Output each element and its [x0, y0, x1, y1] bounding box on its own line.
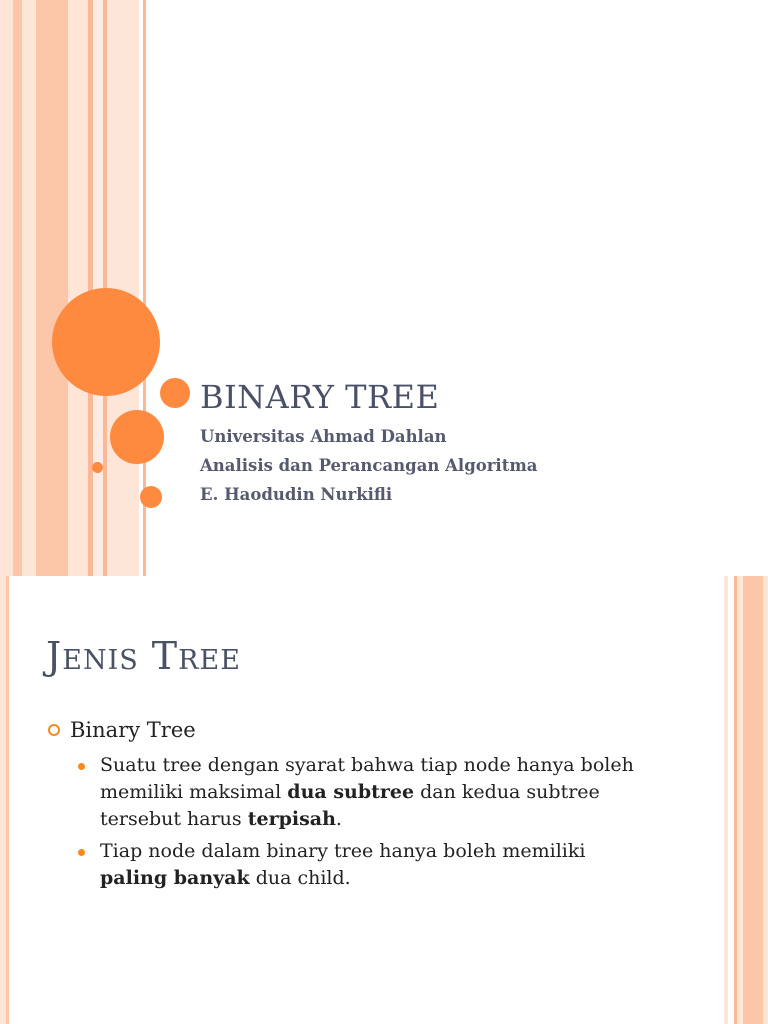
bullet-text: Binary Tree: [70, 718, 196, 742]
decor-stripe: [68, 0, 88, 576]
decor-circle: [140, 486, 162, 508]
decor-stripe: [36, 0, 68, 576]
sub-bullet-text: [100, 752, 658, 833]
decor-stripe: [0, 0, 13, 576]
sub-bullet-text: [100, 838, 658, 892]
subtitle-author: E. Haodudin Nurkifli: [200, 485, 393, 504]
decor-stripe: [6, 576, 9, 1024]
bold-text-run: paling banyak: [100, 867, 250, 889]
bold-text-run: dua subtree: [287, 781, 415, 803]
decor-circle: [160, 378, 190, 408]
decor-circle: [52, 288, 160, 396]
decor-stripe: [22, 0, 36, 576]
decor-stripe: [724, 576, 728, 1024]
subtitle-university: Universitas Ahmad Dahlan: [200, 427, 447, 446]
subtitle-course: Analisis dan Perancangan Algoritma: [200, 456, 538, 475]
text-run: Suatu tree dengan syarat bahwa tiap node hanya boleh memiliki maksimal: [100, 754, 634, 803]
text-run: .: [335, 808, 342, 830]
bold-text-run: terpisah: [247, 808, 336, 830]
text-run: Tiap node dalam binary tree hanya boleh memiliki: [100, 840, 586, 862]
content-slide: [0, 576, 768, 1024]
bullet-item: [48, 718, 196, 742]
decor-circle: [110, 410, 164, 464]
text-run: dan kedua subtree tersebut harus: [100, 781, 600, 830]
sub-bullet-item: [78, 752, 658, 833]
decor-stripe: [763, 576, 768, 1024]
text-run: dua child.: [249, 867, 351, 889]
slide-title: Jenis Tree: [46, 634, 241, 678]
decor-circle: [92, 462, 103, 473]
dot-bullet-icon: [78, 763, 85, 770]
ring-bullet-icon: [48, 724, 60, 736]
dot-bullet-icon: [78, 849, 85, 856]
decor-stripe: [743, 576, 763, 1024]
slide-title: BINARY TREE: [200, 378, 440, 416]
sub-bullet-item: [78, 838, 658, 892]
decor-stripe: [13, 0, 22, 576]
